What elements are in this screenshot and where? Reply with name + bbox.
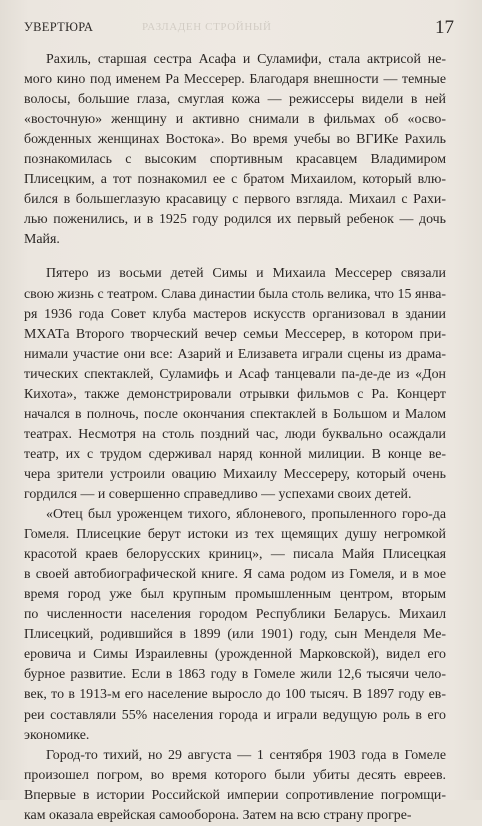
body-text: [24, 50, 446, 826]
text-line: Гомеля. Плисецкие берут истоки из тех щемящих душу негромкой: [24, 527, 446, 543]
text-line: реи составляли 55% населения города и играли ведущую роль в его: [24, 707, 446, 723]
running-head: УВЕРТЮРА: [24, 20, 94, 34]
text-line: по численности населения городом Республики Беларусь. Михаил: [24, 607, 446, 623]
page-number: 17: [435, 17, 454, 38]
text-line: в своей автобиографической книге. Я сама родом из Гомеля, и в мое: [24, 567, 446, 583]
page-header: [24, 18, 454, 44]
text-line: чера зрители устроили овацию Михаилу Мессереру, который очень: [24, 466, 446, 482]
text-line: кам оказала еврейская самооборона. Затем на всю страну прогре-: [24, 807, 412, 823]
text-line: бурное развитие. Если в 1863 году в Гомеле жили 12,6 тысячи чело-: [24, 667, 446, 683]
paragraph-gap: [24, 250, 446, 264]
text-line: божденных женщинах Востока». Во время учебы во ВГИКе Рахиль: [24, 132, 446, 148]
text-line: Плисецким, а тот познакомил ее с братом Михаилом, который влю-: [24, 172, 446, 188]
text-line: «Отец был уроженцем тихого, яблоневого, пропыленного горо-да: [46, 507, 446, 523]
text-line: Город-то тихий, но 29 августа — 1 сентября 1903 года в Гомеле: [46, 747, 446, 763]
text-line: тических спектаклей, Суламифь и Асаф танцевали па-де-де из «Дон: [24, 366, 446, 382]
text-line: «восточную» женщину и активно снимали в фильмах об «осво-: [24, 112, 446, 128]
text-line: Впервые в истории Российской империи сопротивление погромщи-: [24, 787, 446, 803]
text-line: театр, их с трудом сдерживал наряд конной милиции. В конце ве-: [24, 446, 446, 462]
text-line: бился в большеглазую красавицу с первого взгляда. Михаил с Рахи-: [24, 192, 446, 208]
text-line: еровича и Симы Израилевны (урожденной Марковской), видел его: [24, 647, 446, 663]
text-line: нимали участие они все: Азарий и Елизавета играли сцены из драма-: [24, 346, 446, 362]
text-line: свою жизнь с театром. Слава династии была столь велика, что 15 янва-: [24, 286, 446, 302]
text-line: театрах. Несмотря на столь поздний час, люди буквально осаждали: [24, 426, 446, 442]
paragraph: [24, 264, 446, 505]
text-line: ря 1936 года Совет клуба мастеров искусств организовал в здании: [24, 306, 446, 322]
text-line: произошел погром, во время которого были убиты десять евреев.: [24, 767, 446, 783]
text-line: начался в полночь, после окончания спектаклей в Большом и Малом: [24, 406, 446, 422]
text-line: познакомилась с высоким спортивным красавцем Владимиром: [24, 152, 446, 168]
text-line: Рахиль, старшая сестра Асафа и Суламифи, стала актрисой не-: [46, 52, 446, 67]
paragraph: [24, 50, 446, 250]
bleed-through-text: РАЗЛАДЕН СТРОЙНЫЙ: [142, 21, 272, 33]
text-line: волосы, большие глаза, смуглая кожа — режиссеры видели в ней: [24, 92, 446, 108]
text-line: Пятеро из восьми детей Симы и Михаила Мессерер связали: [46, 266, 446, 282]
text-line: Кихота», также демонстрировали отрывки фильмов с Ра. Концерт: [24, 386, 446, 402]
text-line: время город уже был крупным промышленным центром, вторым: [24, 587, 446, 603]
text-line: МХАТа Второго творческий вечер семьи Мессерер, в котором при-: [24, 326, 446, 342]
text-line: век, то в 1913-м его население выросло до 100 тысяч. В 1897 году ев-: [24, 687, 446, 703]
text-line: Плисецкий, родившийся в 1899 (или 1901) году, сын Менделя Ме-: [24, 627, 446, 643]
paragraph: [24, 746, 446, 826]
text-line: красотой краев белорусских криниц», — писала Майя Плисецкая: [24, 547, 446, 563]
paragraph: [24, 505, 446, 746]
text-line: лью поженились, и в 1925 году родился их первый ребенок — дочь: [24, 212, 446, 228]
text-line: мого кино под именем Ра Мессерер. Благодаря внешности — темные: [24, 72, 446, 88]
text-line: Майя.: [24, 232, 60, 248]
text-line: экономике.: [24, 727, 90, 743]
text-line: гордился — и совершенно справедливо — успехами своих детей.: [24, 486, 412, 502]
